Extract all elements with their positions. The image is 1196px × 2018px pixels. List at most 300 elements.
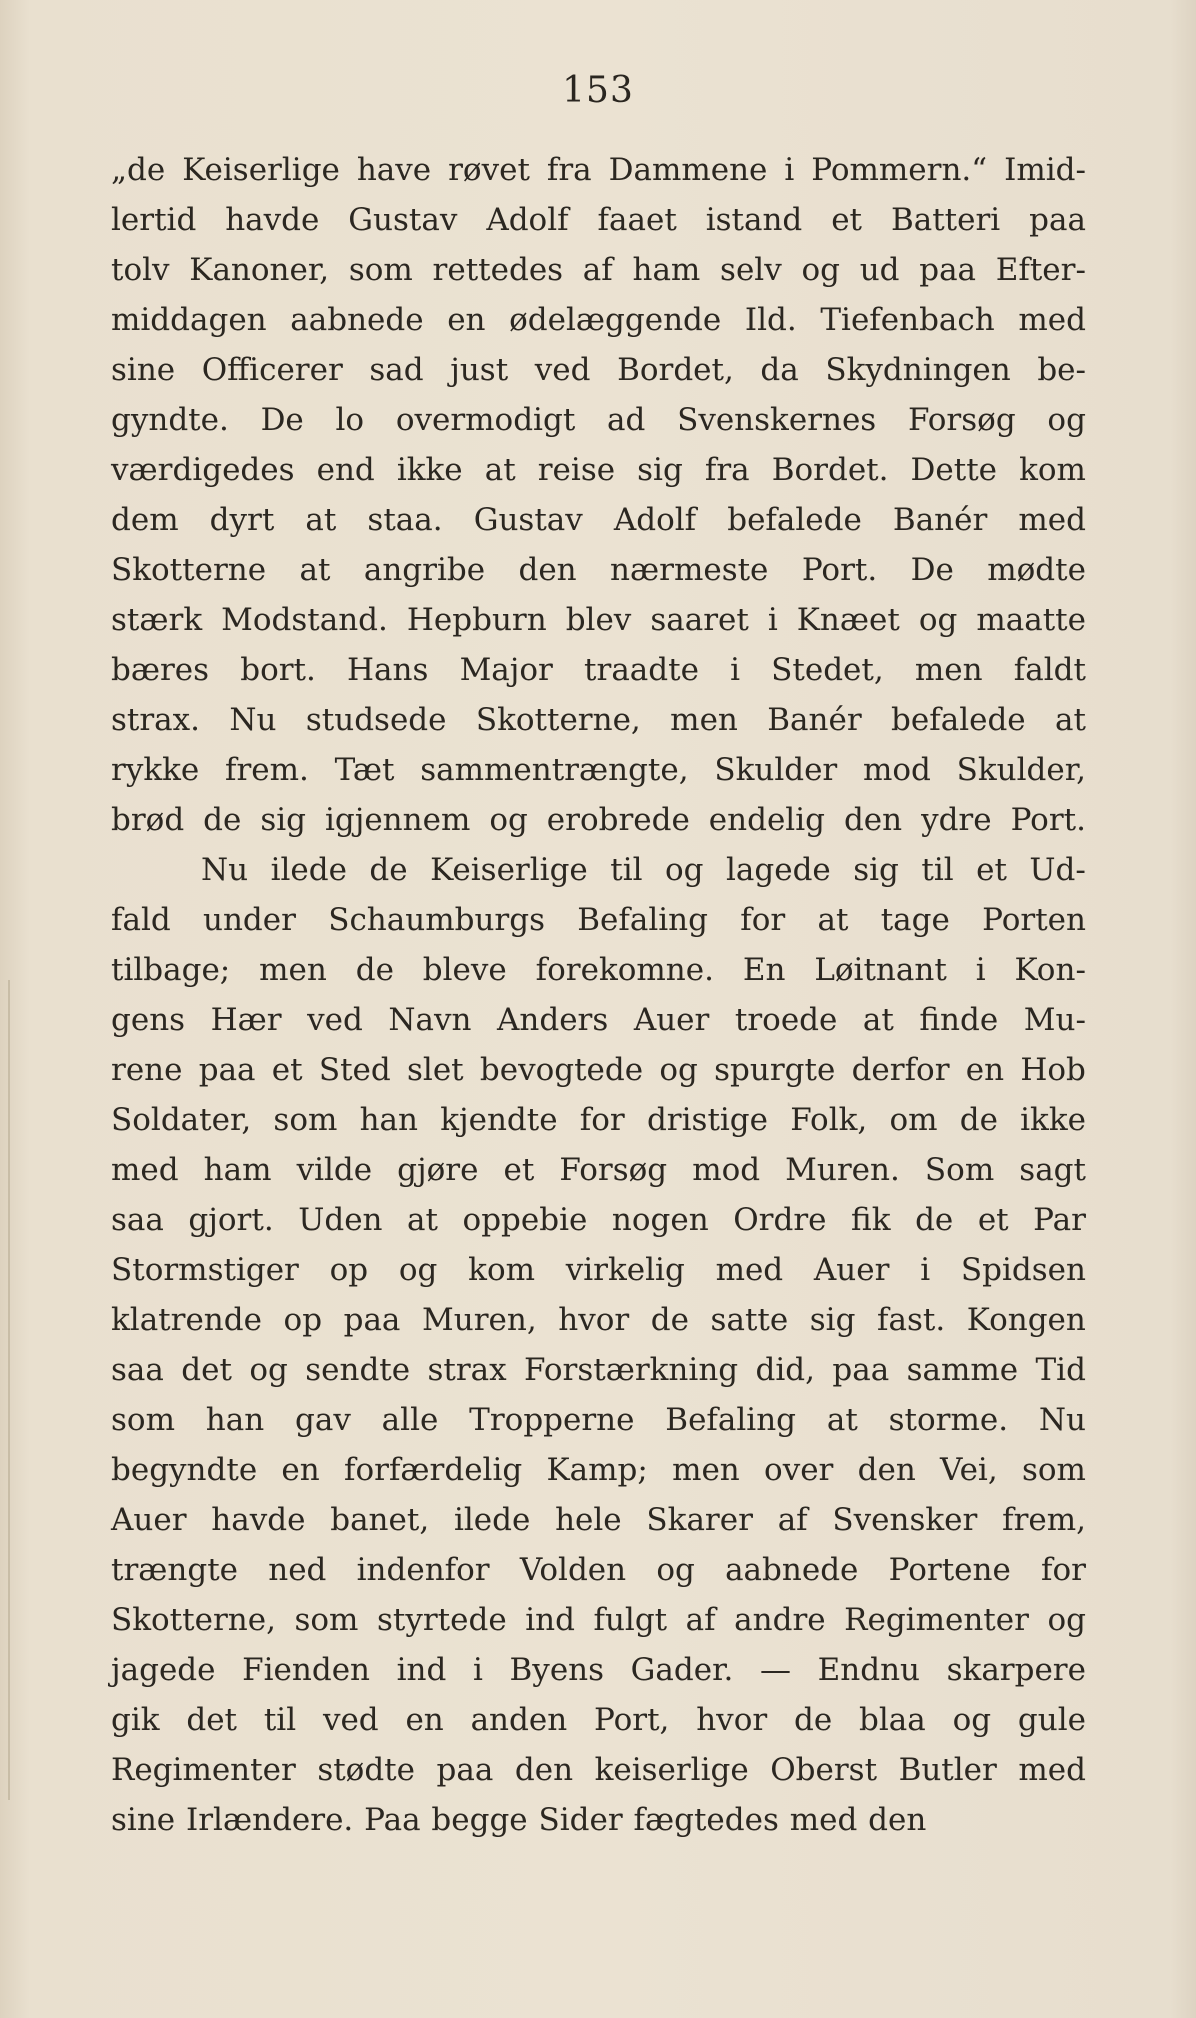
word: sig — [637, 452, 683, 488]
word: Porten — [982, 902, 1086, 938]
word: hvor — [558, 1302, 630, 1338]
word: et — [503, 1152, 535, 1188]
word: og — [1047, 1602, 1086, 1638]
word: Skydningen — [825, 352, 1011, 388]
word: at — [817, 902, 849, 938]
word: angribe — [363, 552, 486, 588]
word: da — [760, 352, 799, 388]
word: Kon- — [1014, 952, 1086, 988]
word: et — [977, 1202, 1009, 1238]
word: strax. — [111, 702, 201, 738]
word: paa — [832, 1352, 890, 1388]
word: i — [920, 1252, 931, 1288]
text-line — [111, 695, 1086, 745]
word: mod — [862, 752, 931, 788]
word: de — [650, 1302, 689, 1338]
word: Schaumburgs — [328, 902, 545, 938]
word: endelig — [708, 802, 825, 838]
word: for — [579, 1102, 625, 1138]
word: ikke — [1020, 1102, 1086, 1138]
word: ind — [525, 1602, 575, 1638]
word: befalede — [727, 502, 862, 538]
word: igjennem — [324, 802, 471, 838]
word: de — [355, 952, 394, 988]
word: trængte — [111, 1552, 239, 1588]
word: rene — [111, 1052, 183, 1088]
word: Oberst — [770, 1752, 878, 1788]
word: med — [1018, 302, 1086, 338]
word: Par — [1033, 1202, 1086, 1238]
word: med — [715, 1252, 784, 1288]
word: op — [329, 1252, 369, 1288]
word: gjøre — [397, 1152, 479, 1188]
word: tolv — [111, 252, 170, 288]
word: fik — [851, 1202, 891, 1238]
word: Tiefenbach — [820, 302, 995, 338]
word: bleve — [422, 952, 507, 988]
word: Port. — [1010, 802, 1086, 838]
word: Portene — [888, 1552, 1011, 1588]
text-line — [111, 545, 1086, 595]
word: Forsøg — [907, 402, 1016, 438]
word: brød — [111, 802, 185, 838]
word: Skulder, — [956, 752, 1086, 788]
word: hele — [555, 1502, 622, 1538]
word: kom — [1019, 452, 1086, 488]
word: Ud- — [1029, 852, 1086, 888]
word: Skotterne — [111, 552, 267, 588]
word: paa — [436, 1752, 494, 1788]
word: Skotterne, — [475, 702, 641, 738]
text-line — [111, 745, 1086, 795]
word: klatrende — [111, 1302, 262, 1338]
word: gav — [295, 1402, 351, 1438]
word: røvet — [448, 152, 530, 188]
word: og — [489, 802, 528, 838]
word: og — [801, 252, 840, 288]
word: strax — [427, 1352, 507, 1388]
word: Hær — [210, 1002, 282, 1038]
word: istand — [705, 202, 803, 238]
word: et — [976, 852, 1007, 888]
word: at — [305, 502, 337, 538]
word: Gustav — [473, 502, 583, 538]
word: forfærdelig — [343, 1452, 523, 1488]
word: Nu — [1038, 1402, 1086, 1438]
word: tilbage; — [111, 952, 231, 988]
word: sendte — [305, 1352, 411, 1388]
word: De — [260, 402, 304, 438]
word: storme. — [888, 1402, 1009, 1438]
word: værdigedes — [111, 452, 295, 488]
word: nærmeste — [610, 552, 769, 588]
word: „de — [111, 152, 166, 188]
word: be- — [1037, 352, 1086, 388]
word: begge — [431, 1802, 528, 1838]
word: aabnede — [290, 302, 424, 338]
word: Svensker — [832, 1502, 978, 1538]
word: Port. — [801, 552, 878, 588]
word: som — [273, 1102, 338, 1138]
word: det — [186, 1702, 238, 1738]
word: middagen — [111, 302, 267, 338]
word: bevogtede — [479, 1052, 644, 1088]
word: En — [742, 952, 786, 988]
word: til — [263, 1702, 297, 1738]
word: paa — [198, 1052, 256, 1088]
word: som — [111, 1402, 175, 1438]
word: Bordet, — [617, 352, 734, 388]
word: et — [831, 202, 863, 238]
word: tage — [880, 902, 950, 938]
word: Nu — [229, 702, 277, 738]
word: og — [1047, 402, 1086, 438]
word: de — [203, 802, 242, 838]
word: at — [1055, 702, 1086, 738]
word: i — [975, 952, 986, 988]
word: Keiserlige — [430, 852, 588, 888]
word: Forsøg — [559, 1152, 668, 1188]
word: Kanoner, — [189, 252, 330, 288]
word: spurgte — [714, 1052, 836, 1088]
word: Kongen — [966, 1302, 1086, 1338]
word: under — [202, 902, 296, 938]
word: blev — [565, 602, 632, 638]
word: Regimenter — [844, 1602, 1029, 1638]
word: at — [862, 1002, 894, 1038]
word: ved — [322, 1702, 379, 1738]
word: faldt — [1013, 652, 1086, 688]
word: mødte — [987, 552, 1086, 588]
word: Bordet. — [771, 452, 889, 488]
word: bæres — [111, 652, 210, 688]
word: af — [685, 1602, 716, 1638]
word: Stedet, — [771, 652, 884, 688]
word: Modstand. — [221, 602, 388, 638]
word: saa — [111, 1352, 164, 1388]
word: Soldater, — [111, 1102, 252, 1138]
word: de — [915, 1202, 954, 1238]
word: derfor — [851, 1052, 950, 1088]
word: gule — [1017, 1702, 1086, 1738]
word: sad — [369, 352, 424, 388]
word: Befaling — [577, 902, 708, 938]
word: Navn — [388, 1002, 472, 1038]
word: De — [910, 552, 954, 588]
text-line — [111, 645, 1086, 695]
word: og — [659, 1052, 698, 1088]
word: den — [514, 1752, 574, 1788]
word: frem. — [224, 752, 309, 788]
word: rykke — [111, 752, 200, 788]
text-line — [111, 1295, 1086, 1345]
word: Muren, — [421, 1302, 537, 1338]
word: som — [1021, 1452, 1086, 1488]
word: en — [405, 1702, 444, 1738]
word: de — [794, 1702, 833, 1738]
word: sine — [111, 1802, 176, 1838]
word: Skulder — [714, 752, 838, 788]
word: Paa — [364, 1802, 421, 1838]
word: gjort. — [188, 1202, 274, 1238]
word: sagt — [1019, 1152, 1086, 1188]
word: han — [359, 1102, 419, 1138]
word: kjendte — [440, 1102, 558, 1138]
word: Knæet — [796, 602, 900, 638]
word: styrtede — [376, 1602, 507, 1638]
word: satte — [710, 1302, 789, 1338]
word: med — [789, 1802, 858, 1838]
word: alle — [381, 1402, 439, 1438]
word: fægtedes — [633, 1802, 779, 1838]
word: just — [450, 352, 509, 388]
text-line — [111, 1345, 1086, 1395]
word: ad — [607, 402, 646, 438]
text-line — [111, 1045, 1086, 1095]
word: over — [764, 1452, 834, 1488]
word: Fienden — [242, 1652, 370, 1688]
text-line — [111, 895, 1086, 945]
word: paa — [1029, 202, 1086, 238]
word: ilede — [270, 852, 347, 888]
word: ham — [632, 252, 701, 288]
word: Major — [459, 652, 553, 688]
word: men — [914, 652, 983, 688]
word: som — [348, 252, 413, 288]
word: som — [294, 1602, 359, 1638]
word: banet, — [330, 1502, 430, 1538]
word: for — [1041, 1552, 1086, 1588]
word: lertid — [111, 202, 197, 238]
word: traadte — [584, 652, 699, 688]
word: faaet — [597, 202, 677, 238]
word: Forstærkning — [524, 1352, 739, 1388]
word: om — [889, 1102, 938, 1138]
word: den — [868, 1802, 927, 1838]
word: til — [610, 852, 643, 888]
word: Batteri — [890, 202, 1001, 238]
word: ødelæggende — [509, 302, 722, 338]
word: saa — [111, 1202, 164, 1238]
word: Løitnant — [814, 952, 947, 988]
word: Auer — [633, 1002, 710, 1038]
word: Muren. — [785, 1152, 900, 1188]
word: op — [283, 1302, 323, 1338]
word: i — [767, 602, 778, 638]
word: Banér — [892, 502, 988, 538]
word: en — [965, 1052, 1005, 1088]
word: de — [959, 1102, 998, 1138]
word: bort. — [240, 652, 316, 688]
word: Kamp; — [546, 1452, 648, 1488]
word: fast. — [877, 1302, 946, 1338]
page-edge-shadow — [8, 980, 10, 1800]
word: Tropperne — [469, 1402, 635, 1438]
word: gens — [111, 1002, 186, 1038]
word: samme — [906, 1352, 1019, 1388]
word: Befaling — [665, 1402, 797, 1438]
word: forekomne. — [535, 952, 714, 988]
text-line — [111, 1495, 1086, 1545]
word: og — [656, 1552, 695, 1588]
word: at — [826, 1402, 858, 1438]
text-line — [111, 1545, 1086, 1595]
word: dristige — [646, 1102, 769, 1138]
word: Auer — [813, 1252, 890, 1288]
text-line — [111, 845, 1086, 895]
text-line — [111, 1695, 1086, 1745]
word: keiserlige — [594, 1752, 749, 1788]
word: befalede — [891, 702, 1026, 738]
word: ham — [203, 1152, 272, 1188]
word: Folk, — [790, 1102, 868, 1138]
text-line — [111, 295, 1086, 345]
word: staa. — [367, 502, 443, 538]
word: dyrt — [209, 502, 275, 538]
word: et — [271, 1052, 303, 1088]
word: at — [484, 452, 516, 488]
page-number: 153 — [562, 70, 634, 111]
word: Keiserlige — [182, 152, 340, 188]
word: Imid- — [1004, 152, 1086, 188]
word: frem, — [1002, 1502, 1086, 1538]
word: den — [518, 552, 577, 588]
text-line — [111, 1195, 1086, 1245]
word: med — [1018, 502, 1086, 538]
word: Dammene — [608, 152, 768, 188]
word: Officerer — [201, 352, 343, 388]
text-line — [111, 995, 1086, 1045]
word: af — [777, 1502, 808, 1538]
word: stærk — [111, 602, 203, 638]
word: Skotterne, — [111, 1602, 276, 1638]
text-line — [111, 145, 1086, 195]
word: men — [672, 1452, 740, 1488]
word: lagede — [725, 852, 831, 888]
word: de — [369, 852, 408, 888]
word: havde — [225, 202, 320, 238]
text-line — [111, 495, 1086, 545]
word: men — [670, 702, 738, 738]
word: finde — [919, 1002, 999, 1038]
text-line — [111, 1095, 1086, 1145]
word: havde — [211, 1502, 306, 1538]
word: saaret — [650, 602, 749, 638]
text-line — [111, 1745, 1086, 1795]
word: og — [249, 1352, 288, 1388]
word: Ordre — [733, 1202, 827, 1238]
word: fra — [546, 152, 592, 188]
word: troede — [734, 1002, 838, 1038]
word: Spidsen — [960, 1252, 1086, 1288]
word: og — [398, 1252, 438, 1288]
word: Irlændere. — [185, 1802, 354, 1838]
word: gyndte. — [111, 402, 229, 438]
word: i — [472, 1652, 483, 1688]
word: sig — [809, 1302, 856, 1338]
word: ydre — [921, 802, 992, 838]
word: at — [299, 552, 331, 588]
word: sammentrængte, — [420, 752, 689, 788]
word: andre — [734, 1602, 826, 1638]
word: Efter- — [995, 252, 1086, 288]
word: Regimenter — [111, 1752, 296, 1788]
word: — — [760, 1652, 791, 1688]
word: nogen — [611, 1202, 709, 1238]
word: Nu — [201, 852, 249, 888]
text-line — [111, 245, 1086, 295]
text-line — [111, 1395, 1086, 1445]
word: Svenskernes — [677, 402, 877, 438]
word: Tid — [1035, 1352, 1086, 1388]
word: ud — [859, 252, 900, 288]
body-text — [111, 145, 1086, 1845]
word: ilede — [453, 1502, 531, 1538]
word: rettedes — [432, 252, 564, 288]
word: virkelig — [565, 1252, 685, 1288]
text-line — [111, 445, 1086, 495]
word: med — [111, 1152, 179, 1188]
word: Byens — [509, 1652, 605, 1688]
word: og — [952, 1702, 992, 1738]
word: af — [582, 252, 613, 288]
word: med — [1018, 1752, 1086, 1788]
word: Volden — [519, 1552, 627, 1588]
word: skarpere — [946, 1652, 1086, 1688]
word: fulgt — [593, 1602, 668, 1638]
word: Hans — [347, 652, 429, 688]
word: paa — [919, 252, 977, 288]
word: Som — [924, 1152, 995, 1188]
word: og — [665, 852, 704, 888]
word: ned — [268, 1552, 327, 1588]
word: mod — [692, 1152, 761, 1188]
word: Skarer — [646, 1502, 753, 1538]
word: slet — [407, 1052, 464, 1088]
word: have — [356, 152, 432, 188]
text-line — [111, 1645, 1086, 1695]
word: oppebie — [462, 1202, 588, 1238]
word: ved — [534, 352, 591, 388]
text-line — [111, 945, 1086, 995]
word: dem — [111, 502, 179, 538]
word: blaa — [859, 1702, 926, 1738]
word: overmodigt — [395, 402, 576, 438]
word: Banér — [767, 702, 862, 738]
text-line — [111, 1595, 1086, 1645]
word: gik — [111, 1702, 160, 1738]
word: Stormstiger — [111, 1252, 299, 1288]
word: jagede — [111, 1652, 216, 1688]
word: i — [730, 652, 741, 688]
word: Gader. — [630, 1652, 734, 1688]
word: Vei, — [940, 1452, 998, 1488]
word: at — [407, 1202, 438, 1238]
word: sig — [853, 852, 899, 888]
word: til — [921, 852, 954, 888]
word: og — [918, 602, 958, 638]
word: selv — [720, 252, 782, 288]
word: den — [857, 1452, 916, 1488]
word: reise — [537, 452, 616, 488]
word: Sider — [538, 1802, 623, 1838]
word: men — [259, 952, 327, 988]
word: vilde — [296, 1152, 373, 1188]
text-line — [111, 795, 1086, 845]
word: studsede — [305, 702, 447, 738]
word: erobrede — [546, 802, 690, 838]
text-line — [111, 1245, 1086, 1295]
